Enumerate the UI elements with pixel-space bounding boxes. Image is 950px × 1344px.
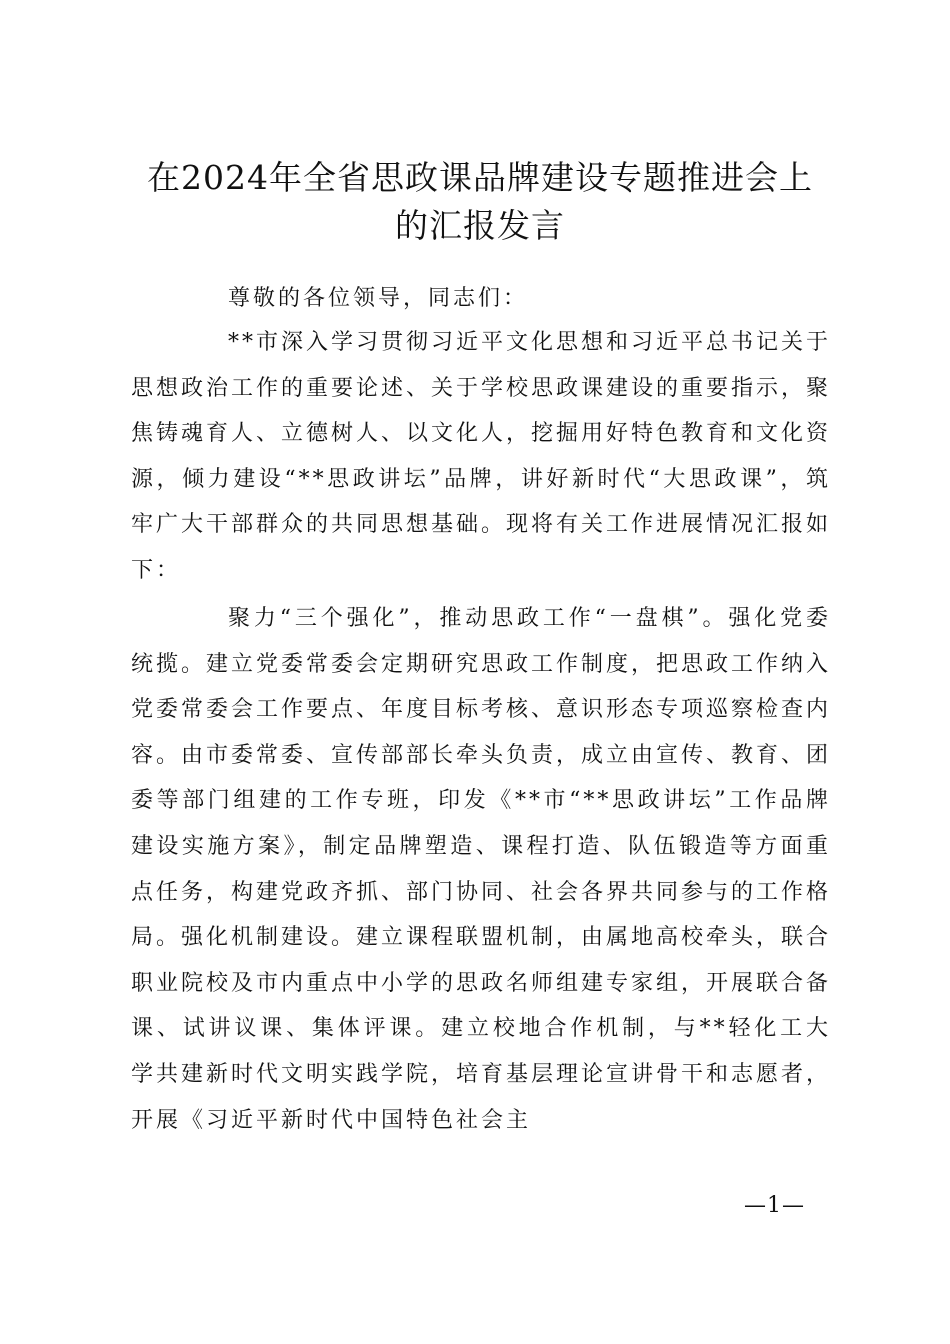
- salutation: 尊敬的各位领导，同志们：: [228, 286, 529, 311]
- page-number: —1—: [744, 1193, 805, 1218]
- paragraph-section-1: 聚力“三个强化”，推动思政工作“一盘棋”。强化党委统揽。建立党委常委会定期研究思政工作制度，把思政工作纳入党委常委会工作要点、年度目标考核、意识形态专项巡察检查内容。由市委常委、宣传部部长牵头负责，成立由宣传、教育、团委等部门组建的工作专班，印发《**市“**思政讲坛”工作品牌建设实施方案》，制定品牌塑造、课程打造、队伍锻造等方面重点任务，构建党政齐抓、部门协同、社会各界共同参与的工作格局。强化机制建设。建立课程联盟机制，由属地高校牵头，联合职业院校及市内重点中小学的思政名师组建专家组，开展联合备课、试讲议课、集体评课。建立校地合作机制，与**轻化工大学共建新时代文明实践学院，培育基层理论宣讲骨干和志愿者，开展《习近平新时代中国特色社会主: [131, 606, 832, 1133]
- paragraph-intro: **市深入学习贯彻习近平文化思想和习近平总书记关于思想政治工作的重要论述、关于学校思政课建设的重要指示，聚焦铸魂育人、立德树人、以文化人，挖掘用好特色教育和文化资源，倾力建设“**思政讲坛”品牌，讲好新时代“大思政课”，筑牢广大干部群众的共同思想基础。现将有关工作进展情况汇报如下：: [131, 330, 832, 583]
- document-title-line-2: 的汇报发言: [395, 206, 565, 245]
- document-title-line-1: 在2024年全省思政课品牌建设专题推进会上: [147, 158, 813, 197]
